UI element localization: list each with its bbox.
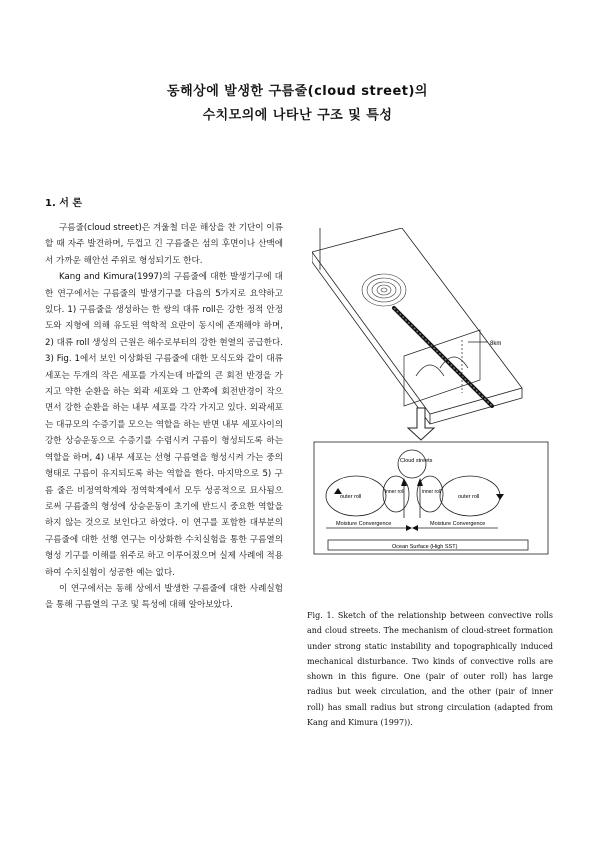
paper-title-line2: 수치모의에 나타난 구조 및 특성 [202,108,393,123]
paragraph-2: Kang and Kimura(1997)의 구름줄에 대한 발생기구에 대한 연구에서는 구름줄의 발생기구를 다음의 5가지로 요약하고 있다. 1) 구름줄을 생성하는 한 쌍의 대류 roll은 강한 정적 안정도와 지형에 의해 유도된 역학적 요란이 동시에 존재해야 하며, 2) 대류 roll 생성의 근원은 해수로부터의 강한 현열의 공급한다. 3) Fig. 1에서 보인 이상화된 구름줄에 대한 모식도와 같이 대류 세포는 두개의 작은 세포를 가지는데 바깥의 큰 회전 반경을 가지고 약한 순환을 하는 외곽 세포와 그 안쪽에 회전반경이 작으면서 강한 순환을 하는 내부 세포를 각각 가지고 있다. 외곽세포는 대규모의 수증기를 모으는 역할을 하는 반면 내부 세포사이의 강한 상승운동으로 수증기를 수렴시켜 구름이 형성되도록 하는 역할을 하며, 4) 내부 세포는 선형 구름열을 형성시켜 가는 중의 형태로 구름이 유지되도록 하는 역할을 한다. 마지막으로 5) 구름 줄은 비정역학계와 정역학계에서 모두 성공적으로 묘사됨으로써 구름줄의 형성에 상승운동이 초기에 반드시 중요한 역할을 하지 않는 것으로 보인다고 하였다. 이 연구를 포함한 대부분의 구름줄에 대한 선행 연구는 이상화한 수치실험을 통한 구름열의 형성 기구를 이해를 위주로 하고 이루어졌으며 실제 사례에 적용하여 수치실험이 성공한 예는 없다. [45,272,283,578]
figure-caption: Fig. 1. Sketch of the relationship between convective rolls and cloud streets. The mechanism of cloud-street formation under strong static instability and topographically induced mechanical disturbance. Two kinds of convective rolls are shown in this figure. One (pair of outer roll) has large radius but week circulation, and the other (pair of inner roll) has small radius but strong circulation (adapted from Kang and Kimura (1997)). [307,611,553,728]
paragraph-3: 이 연구에서는 동해 상에서 발생한 구름줄에 대한 사례실험을 통해 구름열의 구조 및 특성에 대해 알아보았다. [45,583,283,611]
slab-sketch [312,228,522,424]
figure-1 [312,228,550,608]
inner-roll-right-label: inner roll [422,489,442,495]
inner-roll-left-label: inner roll [385,489,405,495]
concentric-rings [362,274,406,306]
ocean-surface-label: Ocean Surface (High SST) [392,544,458,550]
scale-label: 8km [490,341,502,347]
moisture-conv-left-label: Moisture Convergence [336,521,392,527]
outer-roll-left-label: outer roll [340,494,362,500]
paragraph-1: 구름줄(cloud street)은 겨울철 더운 해상을 찬 기단이 이류할 때 자주 발견하며, 두껍고 긴 구름줄은 섬의 후면이나 산맥에서 가까운 해안선 주위로 형성되기도 한다. [45,223,283,266]
section-heading: 1. 서 론 [45,198,83,209]
cloud-streets-label: Cloud streets [400,458,433,464]
cloud-street-streak [394,308,492,406]
body-text [45,220,283,614]
paper-title-line1: 동해상에 발생한 구름줄(cloud street)의 [167,84,428,99]
cross-section-plane [404,330,488,406]
moisture-conv-right-label: Moisture Convergence [430,521,486,527]
outer-roll-right-label: outer roll [458,494,480,500]
